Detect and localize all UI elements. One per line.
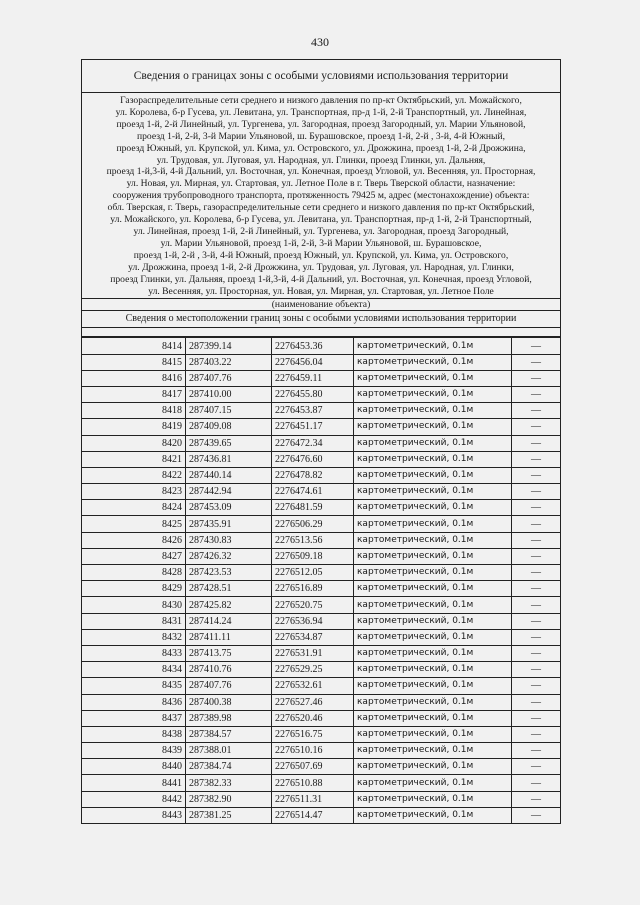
- description-cell: —: [512, 354, 561, 370]
- point-number-cell: 8429: [82, 581, 186, 597]
- description-line: проезд 1-й,3-й, 4-й Дальний, ул. Восточная, ул. Конечная, проезд Угловой, ул. Весенняя, ул. Просторная,: [106, 166, 536, 178]
- method-cell: картометрический, 0.1м: [354, 678, 512, 694]
- document-title: Сведения о границах зоны с особыми условиями использования территории: [81, 59, 561, 93]
- description-cell: —: [512, 419, 561, 435]
- x-coordinate-cell: 287407.76: [186, 678, 272, 694]
- description-line: ул. Можайского, ул. Королева, б-р Гусева, ул. Левитана, ул. Транспортная, пр-д 1-й, 2-й Транспортный,: [110, 214, 532, 226]
- method-cell: картометрический, 0.1м: [354, 516, 512, 532]
- description-cell: —: [512, 532, 561, 548]
- description-cell: —: [512, 451, 561, 467]
- table-row: [82, 759, 561, 775]
- point-number-cell: 8424: [82, 500, 186, 516]
- description-cell: —: [512, 613, 561, 629]
- point-number-cell: 8439: [82, 743, 186, 759]
- table-row: [82, 710, 561, 726]
- method-cell: картометрический, 0.1м: [354, 532, 512, 548]
- x-coordinate-cell: 287382.33: [186, 775, 272, 791]
- y-coordinate-cell: 2276453.36: [272, 338, 354, 354]
- method-cell: картометрический, 0.1м: [354, 581, 512, 597]
- x-coordinate-cell: 287423.53: [186, 565, 272, 581]
- x-coordinate-cell: 287400.38: [186, 694, 272, 710]
- table-row: [82, 775, 561, 791]
- description-line: ул. Весенняя, ул. Просторная, ул. Новая, ул. Мирная, ул. Стартовая, ул. Летное Поле: [148, 285, 494, 297]
- point-number-cell: 8422: [82, 467, 186, 483]
- table-row: [82, 694, 561, 710]
- x-coordinate-cell: 287410.00: [186, 386, 272, 402]
- table-row: [82, 484, 561, 500]
- y-coordinate-cell: 2276453.87: [272, 403, 354, 419]
- description-cell: —: [512, 743, 561, 759]
- table-row: [82, 386, 561, 402]
- x-coordinate-cell: 287439.65: [186, 435, 272, 451]
- description-line: ул. Дрожжина, проезд 1-й, 2-й Дрожжина, ул. Трудовая, ул. Луговая, ул. Народная, ул. Глинки,: [128, 261, 514, 273]
- y-coordinate-cell: 2276506.29: [272, 516, 354, 532]
- point-number-cell: 8432: [82, 629, 186, 645]
- method-cell: картометрический, 0.1м: [354, 565, 512, 581]
- x-coordinate-cell: 287410.76: [186, 662, 272, 678]
- description-cell: —: [512, 581, 561, 597]
- x-coordinate-cell: 287407.15: [186, 403, 272, 419]
- x-coordinate-cell: 287430.83: [186, 532, 272, 548]
- description-cell: —: [512, 370, 561, 386]
- table-row: [82, 467, 561, 483]
- x-coordinate-cell: 287382.90: [186, 791, 272, 807]
- x-coordinate-cell: 287428.51: [186, 581, 272, 597]
- x-coordinate-cell: 287399.14: [186, 338, 272, 354]
- point-number-cell: 8419: [82, 419, 186, 435]
- y-coordinate-cell: 2276512.05: [272, 565, 354, 581]
- y-coordinate-cell: 2276510.88: [272, 775, 354, 791]
- description-cell: —: [512, 403, 561, 419]
- y-coordinate-cell: 2276476.60: [272, 451, 354, 467]
- description-line: ул. Трудовая, ул. Луговая, ул. Народная, ул. Глинки, проезд Глинки, ул. Дальняя,: [156, 154, 486, 166]
- y-coordinate-cell: 2276509.18: [272, 548, 354, 564]
- description-line: Газораспределительные сети среднего и низкого давления по пр-кт Октябрьский, ул. Можайского,: [120, 95, 522, 106]
- description-cell: —: [512, 338, 561, 354]
- x-coordinate-cell: 287426.32: [186, 548, 272, 564]
- coordinates-table: [81, 337, 561, 824]
- table-row: [82, 726, 561, 742]
- x-coordinate-cell: 287384.74: [186, 759, 272, 775]
- table-row: [82, 678, 561, 694]
- y-coordinate-cell: 2276478.82: [272, 467, 354, 483]
- description-cell: —: [512, 565, 561, 581]
- description-cell: —: [512, 516, 561, 532]
- table-row: [82, 613, 561, 629]
- point-number-cell: 8421: [82, 451, 186, 467]
- table-row: [82, 451, 561, 467]
- y-coordinate-cell: 2276529.25: [272, 662, 354, 678]
- table-row: [82, 500, 561, 516]
- y-coordinate-cell: 2276514.47: [272, 807, 354, 823]
- method-cell: картометрический, 0.1м: [354, 467, 512, 483]
- description-cell: —: [512, 386, 561, 402]
- x-coordinate-cell: 287407.76: [186, 370, 272, 386]
- x-coordinate-cell: 287413.75: [186, 645, 272, 661]
- point-number-cell: 8423: [82, 484, 186, 500]
- table-row: [82, 403, 561, 419]
- y-coordinate-cell: 2276511.31: [272, 791, 354, 807]
- x-coordinate-cell: 287403.22: [186, 354, 272, 370]
- zone-document: [81, 59, 561, 824]
- page-number: 430: [311, 35, 329, 49]
- x-coordinate-cell: 287436.81: [186, 451, 272, 467]
- y-coordinate-cell: 2276474.61: [272, 484, 354, 500]
- description-cell: —: [512, 484, 561, 500]
- method-cell: картометрический, 0.1м: [354, 435, 512, 451]
- table-row: [82, 516, 561, 532]
- x-coordinate-cell: 287409.08: [186, 419, 272, 435]
- point-number-cell: 8431: [82, 613, 186, 629]
- description-line: проезд Глинки, ул. Дальняя, проезд 1-й,3-й, 4-й Дальний, ул. Восточная, ул. Конечная, проезд Угловой,: [110, 273, 532, 285]
- y-coordinate-cell: 2276510.16: [272, 743, 354, 759]
- description-cell: —: [512, 791, 561, 807]
- method-cell: картометрический, 0.1м: [354, 743, 512, 759]
- y-coordinate-cell: 2276516.89: [272, 581, 354, 597]
- method-cell: картометрический, 0.1м: [354, 451, 512, 467]
- method-cell: картометрический, 0.1м: [354, 403, 512, 419]
- table-row: [82, 354, 561, 370]
- method-cell: картометрический, 0.1м: [354, 775, 512, 791]
- x-coordinate-cell: 287388.01: [186, 743, 272, 759]
- method-cell: картометрический, 0.1м: [354, 694, 512, 710]
- description-line: ул. Марии Ульяновой, проезд 1-й, 2-й, 3-й Марии Ульяновой, ш. Бурашовское,: [160, 237, 482, 249]
- description-cell: —: [512, 775, 561, 791]
- point-number-cell: 8430: [82, 597, 186, 613]
- point-number-cell: 8428: [82, 565, 186, 581]
- y-coordinate-cell: 2276527.46: [272, 694, 354, 710]
- table-row: [82, 370, 561, 386]
- x-coordinate-cell: 287453.09: [186, 500, 272, 516]
- point-number-cell: 8418: [82, 403, 186, 419]
- description-line: проезд Южный, ул. Крупской, ул. Кима, ул. Островского, ул. Дрожжина, проезд 1-й, 2-й Дрожжина,: [116, 142, 526, 154]
- table-row: [82, 581, 561, 597]
- method-cell: картометрический, 0.1м: [354, 597, 512, 613]
- description-line: проезд 1-й, 2-й , 3-й, 4-й Южный, проезд Южный, ул. Крупской, ул. Кима, ул. Островского,: [133, 249, 509, 261]
- point-number-cell: 8435: [82, 678, 186, 694]
- method-cell: картометрический, 0.1м: [354, 548, 512, 564]
- description-cell: —: [512, 645, 561, 661]
- description-cell: —: [512, 678, 561, 694]
- point-number-cell: 8434: [82, 662, 186, 678]
- table-header-spacer: [81, 328, 561, 337]
- table-row: [82, 743, 561, 759]
- method-cell: картометрический, 0.1м: [354, 759, 512, 775]
- method-cell: картометрический, 0.1м: [354, 791, 512, 807]
- y-coordinate-cell: 2276455.80: [272, 386, 354, 402]
- x-coordinate-cell: 287425.82: [186, 597, 272, 613]
- y-coordinate-cell: 2276481.59: [272, 500, 354, 516]
- table-row: [82, 662, 561, 678]
- y-coordinate-cell: 2276451.17: [272, 419, 354, 435]
- y-coordinate-cell: 2276536.94: [272, 613, 354, 629]
- point-number-cell: 8441: [82, 775, 186, 791]
- table-row: [82, 565, 561, 581]
- description-cell: —: [512, 548, 561, 564]
- y-coordinate-cell: 2276534.87: [272, 629, 354, 645]
- description-line: ул. Королева, б-р Гусева, ул. Левитана, ул. Транспортная, пр-д 1-й, 2-й Транспортный, ул. Линейная,: [115, 106, 527, 118]
- point-number-cell: 8414: [82, 338, 186, 354]
- y-coordinate-cell: 2276531.91: [272, 645, 354, 661]
- table-row: [82, 338, 561, 354]
- method-cell: картометрический, 0.1м: [354, 370, 512, 386]
- table-row: [82, 548, 561, 564]
- table-row: [82, 807, 561, 823]
- description-line: обл. Тверская, г. Тверь, газораспределительные сети среднего и низкого давления по пр-кт Октябрьский,: [107, 202, 535, 214]
- method-cell: картометрический, 0.1м: [354, 500, 512, 516]
- table-row: [82, 629, 561, 645]
- point-number-cell: 8443: [82, 807, 186, 823]
- object-name-caption: (наименование объекта): [81, 299, 561, 311]
- point-number-cell: 8425: [82, 516, 186, 532]
- description-cell: —: [512, 597, 561, 613]
- description-cell: —: [512, 710, 561, 726]
- point-number-cell: 8433: [82, 645, 186, 661]
- description-cell: —: [512, 807, 561, 823]
- description-line: ул. Линейная, проезд 1-й, 2-й Линейный, ул. Тургенева, ул. Загородная, проезд Загородный,: [133, 225, 509, 237]
- method-cell: картометрический, 0.1м: [354, 354, 512, 370]
- method-cell: картометрический, 0.1м: [354, 629, 512, 645]
- x-coordinate-cell: 287435.91: [186, 516, 272, 532]
- method-cell: картометрический, 0.1м: [354, 662, 512, 678]
- description-line: сооружения трубопроводного транспорта, протяженность 79425 м, адрес (местонахождение) объекта:: [112, 190, 530, 202]
- description-cell: —: [512, 629, 561, 645]
- description-cell: —: [512, 662, 561, 678]
- x-coordinate-cell: 287411.11: [186, 629, 272, 645]
- description-cell: —: [512, 467, 561, 483]
- table-row: [82, 435, 561, 451]
- table-row: [82, 791, 561, 807]
- description-cell: —: [512, 435, 561, 451]
- x-coordinate-cell: 287381.25: [186, 807, 272, 823]
- y-coordinate-cell: 2276459.11: [272, 370, 354, 386]
- method-cell: картометрический, 0.1м: [354, 484, 512, 500]
- description-cell: —: [512, 759, 561, 775]
- description-line: проезд 1-й, 2-й, 3-й Марии Ульяновой, ш. Бурашовское, проезд 1-й, 2-й , 3-й, 4-й Южный,: [136, 130, 506, 142]
- table-row: [82, 419, 561, 435]
- point-number-cell: 8427: [82, 548, 186, 564]
- method-cell: картометрический, 0.1м: [354, 338, 512, 354]
- point-number-cell: 8416: [82, 370, 186, 386]
- description-cell: —: [512, 726, 561, 742]
- point-number-cell: 8415: [82, 354, 186, 370]
- description-line: ул. Новая, ул. Мирная, ул. Стартовая, ул. Летное Поле в г. Тверь Тверской области, назначение:: [126, 178, 516, 190]
- point-number-cell: 8420: [82, 435, 186, 451]
- x-coordinate-cell: 287389.98: [186, 710, 272, 726]
- point-number-cell: 8436: [82, 694, 186, 710]
- y-coordinate-cell: 2276516.75: [272, 726, 354, 742]
- point-number-cell: 8440: [82, 759, 186, 775]
- y-coordinate-cell: 2276532.61: [272, 678, 354, 694]
- table-row: [82, 645, 561, 661]
- method-cell: картометрический, 0.1м: [354, 710, 512, 726]
- table-row: [82, 532, 561, 548]
- x-coordinate-cell: 287440.14: [186, 467, 272, 483]
- x-coordinate-cell: 287414.24: [186, 613, 272, 629]
- method-cell: картометрический, 0.1м: [354, 419, 512, 435]
- y-coordinate-cell: 2276513.56: [272, 532, 354, 548]
- point-number-cell: 8426: [82, 532, 186, 548]
- point-number-cell: 8442: [82, 791, 186, 807]
- method-cell: картометрический, 0.1м: [354, 726, 512, 742]
- y-coordinate-cell: 2276520.46: [272, 710, 354, 726]
- y-coordinate-cell: 2276507.69: [272, 759, 354, 775]
- point-number-cell: 8437: [82, 710, 186, 726]
- table-row: [82, 597, 561, 613]
- object-description: [81, 93, 561, 299]
- y-coordinate-cell: 2276520.75: [272, 597, 354, 613]
- description-line: проезд 1-й, 2-й Линейный, ул. Тургенева, ул. Загородная, проезд Загородный, ул. Марии Ульяновой,: [116, 118, 526, 130]
- method-cell: картометрический, 0.1м: [354, 645, 512, 661]
- section-title: Сведения о местоположении границ зоны с особыми условиями использования территории: [81, 311, 561, 328]
- point-number-cell: 8438: [82, 726, 186, 742]
- y-coordinate-cell: 2276472.34: [272, 435, 354, 451]
- description-cell: —: [512, 500, 561, 516]
- method-cell: картометрический, 0.1м: [354, 807, 512, 823]
- method-cell: картометрический, 0.1м: [354, 613, 512, 629]
- method-cell: картометрический, 0.1м: [354, 386, 512, 402]
- x-coordinate-cell: 287442.94: [186, 484, 272, 500]
- y-coordinate-cell: 2276456.04: [272, 354, 354, 370]
- description-cell: —: [512, 694, 561, 710]
- point-number-cell: 8417: [82, 386, 186, 402]
- x-coordinate-cell: 287384.57: [186, 726, 272, 742]
